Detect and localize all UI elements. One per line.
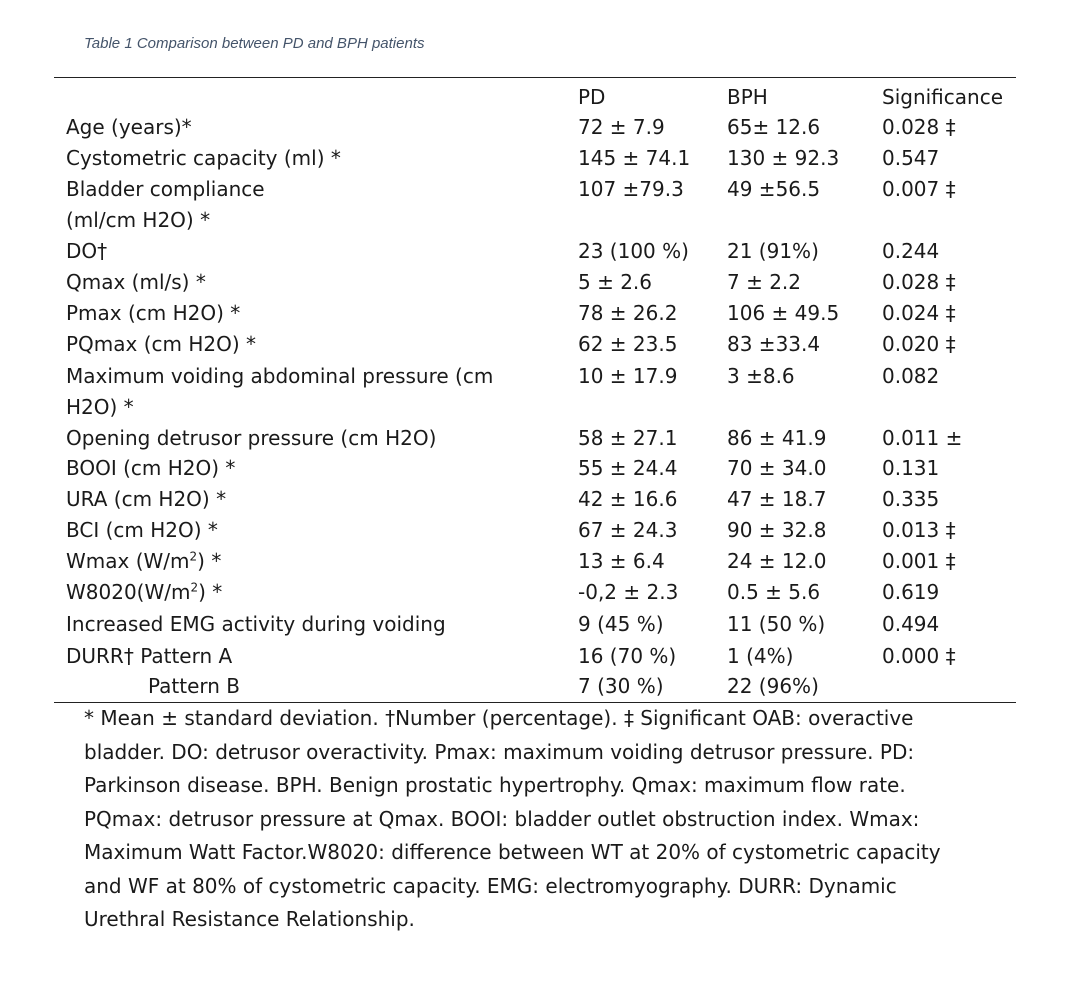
pd-value: 58 ± 27.1 <box>578 426 678 450</box>
row-label <box>66 546 221 577</box>
table-header <box>0 83 1080 113</box>
row-label: URA (cm H2O) * <box>66 487 227 511</box>
row-label-superscript: 2 <box>189 549 198 564</box>
bph-value: 0.5 ± 5.6 <box>727 580 821 604</box>
pd-value: 13 ± 6.4 <box>578 549 665 573</box>
bph-value: 70 ± 34.0 <box>727 456 827 480</box>
pd-value: 107 ±79.3 <box>578 177 684 201</box>
significance-value: 0.547 <box>882 146 940 170</box>
significance-value: 0.619 <box>882 580 940 604</box>
row-label: Pattern B <box>148 674 241 698</box>
pd-value: 23 (100 %) <box>578 239 689 263</box>
row-label-main: W8020(W/m <box>66 580 191 604</box>
row-label: BOOI (cm H2O) * <box>66 456 236 480</box>
table-caption: Table 1 Comparison between PD and BPH patients <box>84 35 425 52</box>
row-label: Cystometric capacity (ml) * <box>66 146 341 170</box>
significance-value: 0.013 ‡ <box>882 518 956 542</box>
significance-value: 0.001 ‡ <box>882 549 956 573</box>
bph-value: 86 ± 41.9 <box>727 426 827 450</box>
column-header-pd: PD <box>578 85 606 109</box>
column-header-significance: Significance <box>882 85 1004 109</box>
row-label: Opening detrusor pressure (cm H2O) <box>66 426 437 450</box>
significance-value: 0.011 ± <box>882 426 963 450</box>
row-label: Maximum voiding abdominal pressure (cm H2O) * <box>66 364 494 419</box>
bph-value: 130 ± 92.3 <box>727 146 840 170</box>
pd-value: 72 ± 7.9 <box>578 115 665 139</box>
pd-value: 7 (30 %) <box>578 674 664 698</box>
row-label: DURR† Pattern A <box>66 644 233 668</box>
pd-value: 55 ± 24.4 <box>578 456 678 480</box>
table-footnote: * Mean ± standard deviation. †Number (percentage). ‡ Significant OAB: overactive bladder. DO: detrusor overactivity. Pmax: maximum voiding detrusor pressure. PD: Parkinson disease. BPH. Benign prostatic hypertrophy. Qmax: maximum flow rate. PQmax: detrusor pressure at Qmax. BOOI: bladder outlet obstruction index. Wmax: Maximum Watt Factor.W8020: difference between WT at 20% of cystometric capacity and WF at 80% of cystometric capacity. EMG: electromyography. DURR: Dynamic Urethral Resistance Relationship. <box>84 706 941 931</box>
pd-value: 62 ± 23.5 <box>578 332 678 356</box>
significance-value: 0.000 ‡ <box>882 644 956 668</box>
significance-value: 0.082 <box>882 364 940 388</box>
bph-value: 3 ±8.6 <box>727 364 795 388</box>
column-header-bph: BPH <box>727 85 768 109</box>
significance-value: 0.131 <box>882 456 940 480</box>
bph-value: 106 ± 49.5 <box>727 301 840 325</box>
significance-value: 0.020 ‡ <box>882 332 956 356</box>
significance-value: 0.028 ‡ <box>882 115 956 139</box>
row-label: Qmax (ml/s) * <box>66 270 206 294</box>
bph-value: 24 ± 12.0 <box>727 549 827 573</box>
bph-value: 7 ± 2.2 <box>727 270 802 294</box>
significance-value: 0.024 ‡ <box>882 301 956 325</box>
pd-value: 5 ± 2.6 <box>578 270 653 294</box>
bph-value: 49 ±56.5 <box>727 177 821 201</box>
row-label-main: Wmax (W/m <box>66 549 190 573</box>
pd-value: 9 (45 %) <box>578 612 664 636</box>
row-label: BCI (cm H2O) * <box>66 518 218 542</box>
pd-value: 67 ± 24.3 <box>578 518 678 542</box>
bph-value: 22 (96%) <box>727 674 819 698</box>
table-top-rule <box>54 77 1016 78</box>
bph-value: 90 ± 32.8 <box>727 518 827 542</box>
significance-value: 0.244 <box>882 239 940 263</box>
row-label-superscript: 2 <box>190 580 199 595</box>
bph-value: 1 (4%) <box>727 644 794 668</box>
row-label: Increased EMG activity during voiding <box>66 612 446 636</box>
significance-value: 0.494 <box>882 612 940 636</box>
bph-value: 21 (91%) <box>727 239 819 263</box>
row-label: DO† <box>66 239 108 263</box>
bph-value: 11 (50 %) <box>727 612 826 636</box>
pd-value: 10 ± 17.9 <box>578 364 678 388</box>
bph-value: 65± 12.6 <box>727 115 821 139</box>
row-label: Bladder compliance (ml/cm H2O) * <box>66 177 265 232</box>
bph-value: 83 ±33.4 <box>727 332 821 356</box>
pd-value: 16 (70 %) <box>578 644 677 668</box>
row-label: Age (years)* <box>66 115 192 139</box>
significance-value: 0.028 ‡ <box>882 270 956 294</box>
row-label: PQmax (cm H2O) * <box>66 332 257 356</box>
pd-value: 42 ± 16.6 <box>578 487 678 511</box>
pd-value: 78 ± 26.2 <box>578 301 678 325</box>
significance-value: 0.007 ‡ <box>882 177 956 201</box>
bph-value: 47 ± 18.7 <box>727 487 827 511</box>
pd-value: 145 ± 74.1 <box>578 146 691 170</box>
significance-value: 0.335 <box>882 487 940 511</box>
row-label-tail: ) * <box>198 580 223 604</box>
pd-value: -0,2 ± 2.3 <box>578 580 679 604</box>
row-label-tail: ) * <box>197 549 222 573</box>
row-label: Pmax (cm H2O) * <box>66 301 241 325</box>
row-label <box>66 577 222 608</box>
